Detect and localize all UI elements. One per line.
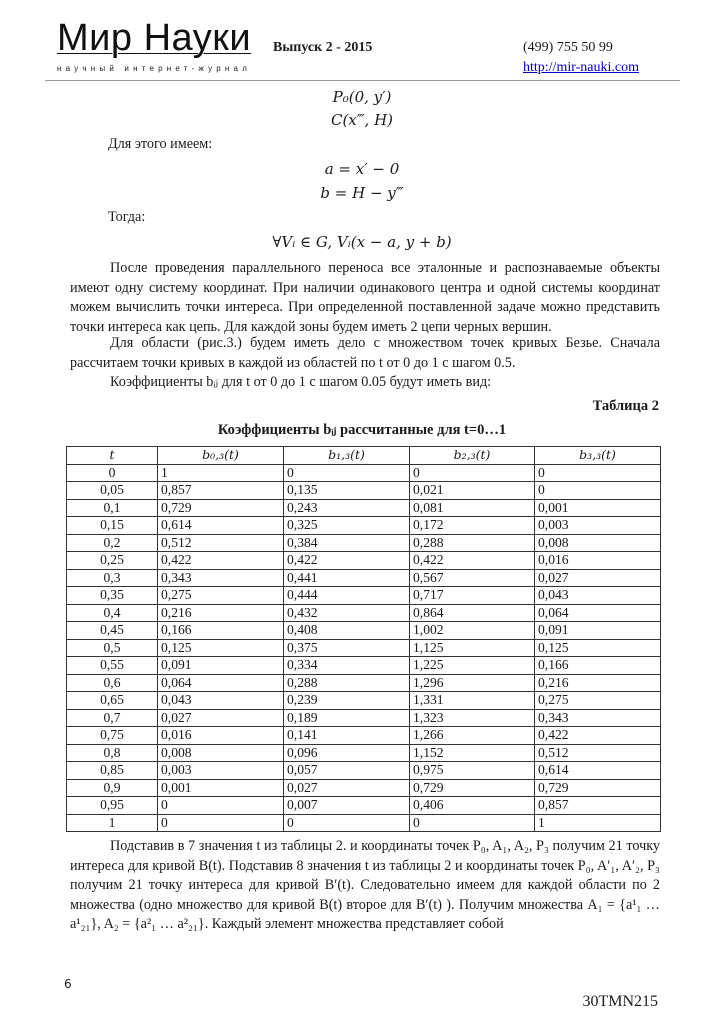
cell-value: 1,125 — [410, 639, 535, 657]
cell-value: 0,135 — [284, 482, 410, 500]
cell-value: 0,729 — [535, 779, 661, 797]
header-divider — [45, 80, 680, 81]
label-for-this: Для этого имеем: — [108, 136, 213, 152]
cell-value: 0 — [284, 814, 410, 832]
cell-t: 0,45 — [67, 622, 158, 640]
column-header-b13: b₁,₃(t) — [284, 447, 410, 465]
table-row — [67, 674, 661, 692]
cell-t: 0,95 — [67, 797, 158, 815]
cell-value: 0,288 — [410, 534, 535, 552]
cell-t: 0,7 — [67, 709, 158, 727]
cell-value: 0,008 — [535, 534, 661, 552]
cell-t: 0,35 — [67, 587, 158, 605]
cell-value: 0,216 — [535, 674, 661, 692]
table-row — [67, 622, 661, 640]
cell-value: 0,975 — [410, 762, 535, 780]
cell-value: 0,406 — [410, 797, 535, 815]
cell-value: 0,001 — [535, 499, 661, 517]
cell-value: 0,384 — [284, 534, 410, 552]
cell-t: 0,1 — [67, 499, 158, 517]
cell-value: 0,016 — [158, 727, 284, 745]
cell-t: 0 — [67, 464, 158, 482]
cell-value: 0,729 — [410, 779, 535, 797]
cell-value: 0,857 — [535, 797, 661, 815]
cell-value: 0,003 — [158, 762, 284, 780]
cell-value: 0,444 — [284, 587, 410, 605]
phone-number: (499) 755 50 99 — [523, 40, 613, 55]
cell-value: 0,043 — [158, 692, 284, 710]
cell-t: 0,2 — [67, 534, 158, 552]
cell-t: 0,15 — [67, 517, 158, 535]
table-row — [67, 727, 661, 745]
cell-value: 0,021 — [410, 482, 535, 500]
cell-value: 0,216 — [158, 604, 284, 622]
table-row — [67, 709, 661, 727]
cell-value: 0,125 — [158, 639, 284, 657]
cell-value: 0,007 — [284, 797, 410, 815]
cell-value: 0,001 — [158, 779, 284, 797]
table-number: Таблица 2 — [592, 398, 659, 414]
cell-value: 0 — [158, 797, 284, 815]
cell-value: 0,189 — [284, 709, 410, 727]
cell-value: 0,027 — [284, 779, 410, 797]
column-header-t: t — [67, 447, 158, 465]
formula-a: a = x′ − 0 — [324, 160, 400, 178]
column-header-b23: b₂,₃(t) — [410, 447, 535, 465]
cell-value: 1 — [158, 464, 284, 482]
table-row — [67, 517, 661, 535]
formula-p0: P₀(0, y′) — [332, 88, 392, 106]
cell-value: 1,296 — [410, 674, 535, 692]
table-row — [67, 569, 661, 587]
cell-value: 0,512 — [535, 744, 661, 762]
cell-value: 0 — [158, 814, 284, 832]
cell-value: 0,027 — [158, 709, 284, 727]
cell-value: 0,614 — [535, 762, 661, 780]
cell-t: 0,25 — [67, 552, 158, 570]
cell-value: 0,008 — [158, 744, 284, 762]
paragraph-bezier: Для области (рис.3.) будем иметь дело с множеством точек кривых Безье. Сначала рассчитаем точки кривых в каждой из областей по t от 0 до 1 с шагом 0.5. — [70, 335, 660, 371]
cell-value: 0,243 — [284, 499, 410, 517]
label-then: Тогда: — [108, 209, 146, 225]
cell-t: 0,5 — [67, 639, 158, 657]
cell-value: 0,091 — [158, 657, 284, 675]
cell-value: 0,096 — [284, 744, 410, 762]
cell-value: 0,288 — [284, 674, 410, 692]
cell-value: 0,166 — [535, 657, 661, 675]
cell-value: 0,334 — [284, 657, 410, 675]
cell-value: 0,125 — [535, 639, 661, 657]
cell-t: 0,3 — [67, 569, 158, 587]
journal-logo: Мир Науки — [57, 17, 252, 59]
cell-t: 0,8 — [67, 744, 158, 762]
cell-t: 0,65 — [67, 692, 158, 710]
cell-value: 0,422 — [158, 552, 284, 570]
table-row — [67, 499, 661, 517]
formula-c: C(x‴, H) — [330, 111, 394, 129]
website-link[interactable]: http://mir-nauki.com — [523, 60, 639, 75]
cell-value: 0,141 — [284, 727, 410, 745]
table-row — [67, 604, 661, 622]
cell-t: 0,05 — [67, 482, 158, 500]
cell-value: 0,432 — [284, 604, 410, 622]
cell-value: 0,091 — [535, 622, 661, 640]
cell-value: 0,512 — [158, 534, 284, 552]
table-row — [67, 482, 661, 500]
formula-forall: ∀Vᵢ ∈ G, Vᵢ(x − a, y + b) — [272, 233, 452, 251]
cell-value: 0,729 — [158, 499, 284, 517]
cell-value: 0,003 — [535, 517, 661, 535]
cell-value: 0,408 — [284, 622, 410, 640]
cell-value: 1,152 — [410, 744, 535, 762]
cell-t: 0,75 — [67, 727, 158, 745]
cell-value: 0,422 — [284, 552, 410, 570]
paragraph-translation: После проведения параллельного переноса все эталонные и распознаваемые объекты имеют одну систему координат. При наличии одинакового центра и одной системы координат можем вычислить точки интереса. При определенной поставленной задаче можно представить точки интереса как цепь. Для каждой зоны будем иметь 2 цепи черных вершин. — [70, 260, 660, 335]
cell-t: 0,55 — [67, 657, 158, 675]
table-row — [67, 657, 661, 675]
table-row — [67, 797, 661, 815]
column-header-b33: b₃,₃(t) — [535, 447, 661, 465]
cell-value: 0,343 — [158, 569, 284, 587]
cell-value: 0,717 — [410, 587, 535, 605]
cell-value: 0,441 — [284, 569, 410, 587]
cell-t: 0,4 — [67, 604, 158, 622]
page-number: 6 — [64, 977, 72, 991]
cell-value: 0 — [284, 464, 410, 482]
cell-value: 0,567 — [410, 569, 535, 587]
table-row — [67, 762, 661, 780]
cell-value: 0,172 — [410, 517, 535, 535]
table-row — [67, 692, 661, 710]
cell-value: 0,027 — [535, 569, 661, 587]
cell-value: 0,375 — [284, 639, 410, 657]
cell-value: 0,043 — [535, 587, 661, 605]
table-header-row — [67, 447, 661, 465]
cell-value: 0,864 — [410, 604, 535, 622]
paragraph-substitution: Подставив в 7 значения t из таблицы 2. и координаты точек P₀, A₁, A₂, P₃ получим 21 точку интереса для кривой B(t). Подставив 8 значения t из таблицы 2 и координаты точек P₀, A′₁, A′₂, P₃ получим 21 точку интереса для кривой B′(t). Следовательно имеем для каждой области по 2 множества (одно множество для кривой B(t) второе для B′(t) ). Получим множества A₁ = {a¹₁ … a¹₂₁}, A₂ = {a²₁ … a²₂₁}. Каждый элемент множества представляет собой — [70, 838, 660, 932]
cell-value: 0,166 — [158, 622, 284, 640]
table-title: Коэффициенты bᵢⱼ рассчитанные для t=0…1 — [217, 422, 507, 438]
journal-tagline: научный интернет-журнал — [57, 64, 252, 73]
paragraph-coefficients: Коэффициенты bᵢⱼ для t от 0 до 1 с шагом 0.05 будут иметь вид: — [110, 374, 492, 390]
cell-value: 0,064 — [535, 604, 661, 622]
cell-t: 1 — [67, 814, 158, 832]
cell-value: 0,275 — [535, 692, 661, 710]
cell-value: 0 — [410, 464, 535, 482]
column-header-b03: b₀,₃(t) — [158, 447, 284, 465]
cell-value: 0,239 — [284, 692, 410, 710]
cell-t: 0,6 — [67, 674, 158, 692]
cell-value: 0,016 — [535, 552, 661, 570]
coefficients-table — [66, 446, 661, 832]
formula-b: b = H − y‴ — [320, 184, 404, 202]
cell-value: 0,422 — [535, 727, 661, 745]
cell-t: 0,85 — [67, 762, 158, 780]
table-row — [67, 587, 661, 605]
cell-t: 0,9 — [67, 779, 158, 797]
table-row — [67, 552, 661, 570]
table-row — [67, 534, 661, 552]
issue-label: Выпуск 2 - 2015 — [273, 40, 373, 55]
cell-value: 0,614 — [158, 517, 284, 535]
cell-value: 0 — [535, 482, 661, 500]
cell-value: 0,081 — [410, 499, 535, 517]
cell-value: 1,331 — [410, 692, 535, 710]
cell-value: 1,225 — [410, 657, 535, 675]
cell-value: 0 — [535, 464, 661, 482]
cell-value: 0 — [410, 814, 535, 832]
article-code: 30TMN215 — [582, 993, 658, 1010]
cell-value: 0,422 — [410, 552, 535, 570]
table-row — [67, 464, 661, 482]
cell-value: 1,266 — [410, 727, 535, 745]
cell-value: 1 — [535, 814, 661, 832]
table-row — [67, 779, 661, 797]
cell-value: 0,857 — [158, 482, 284, 500]
cell-value: 1,002 — [410, 622, 535, 640]
cell-value: 1,323 — [410, 709, 535, 727]
cell-value: 0,343 — [535, 709, 661, 727]
cell-value: 0,325 — [284, 517, 410, 535]
cell-value: 0,275 — [158, 587, 284, 605]
cell-value: 0,057 — [284, 762, 410, 780]
table-row — [67, 639, 661, 657]
table-row — [67, 744, 661, 762]
table-row — [67, 814, 661, 832]
cell-value: 0,064 — [158, 674, 284, 692]
